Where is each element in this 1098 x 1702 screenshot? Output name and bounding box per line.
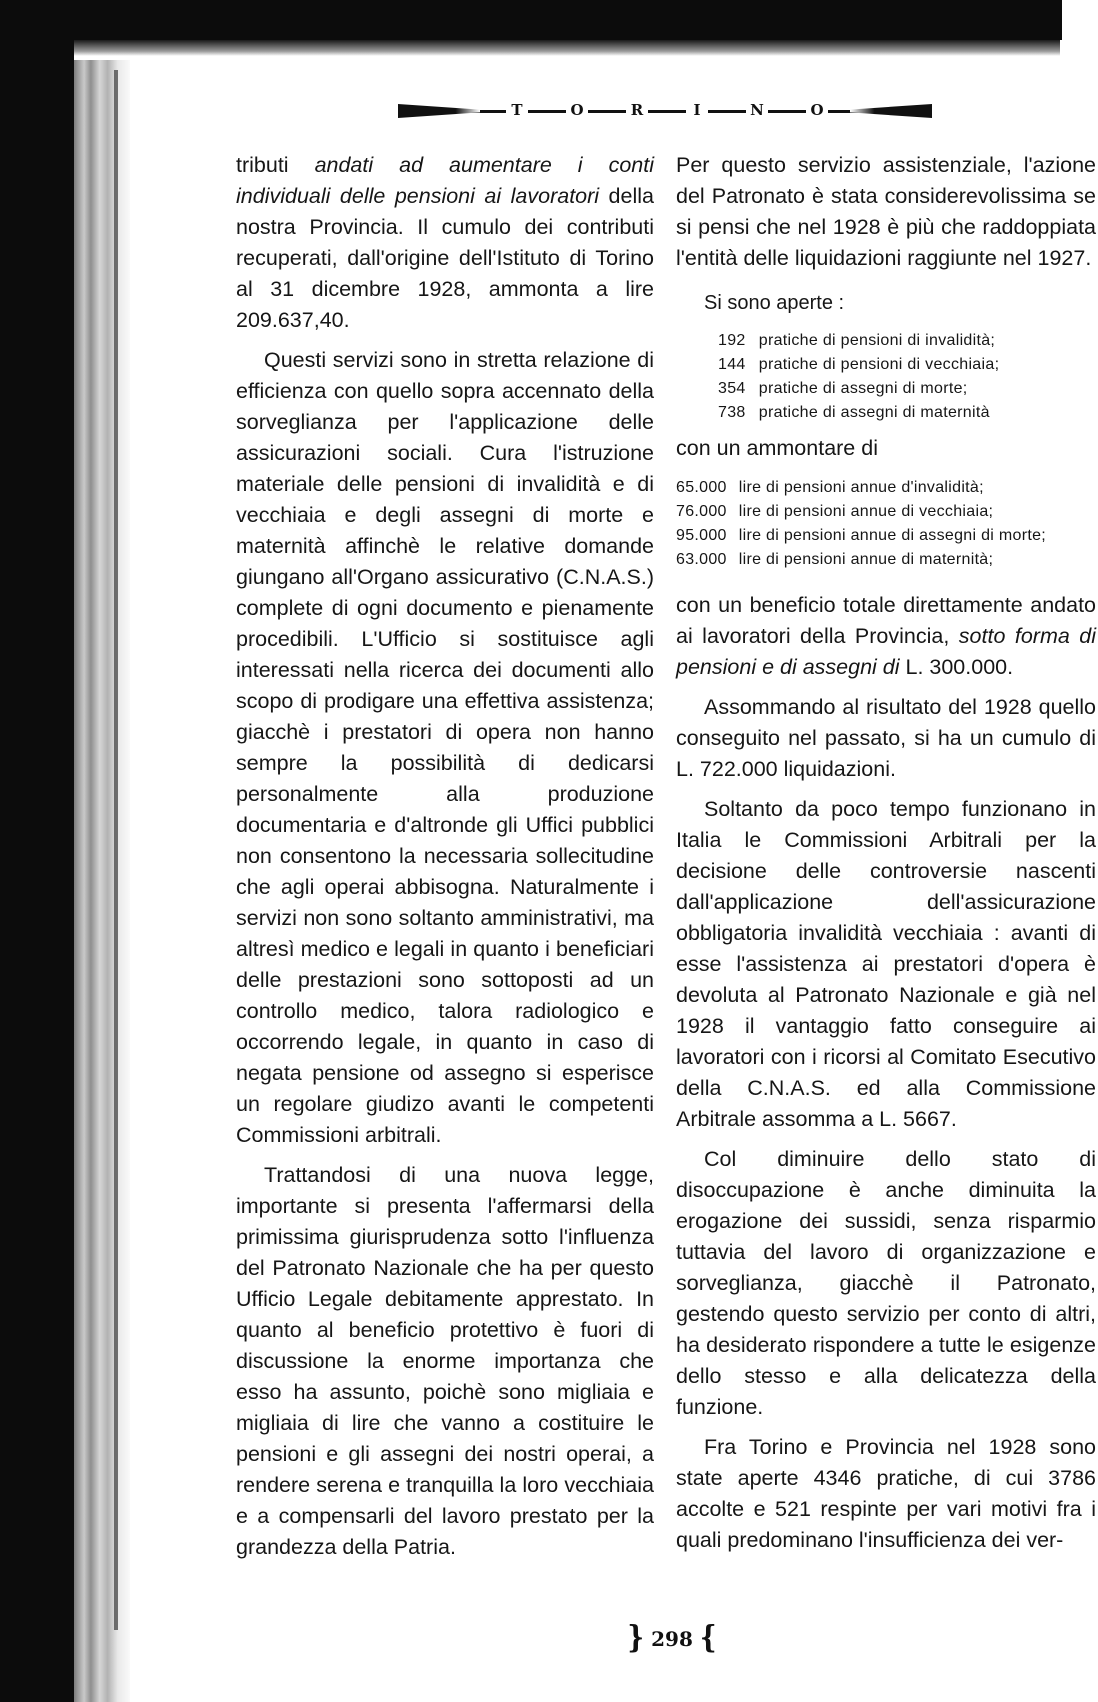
running-header — [398, 99, 932, 121]
list-item: 144 pratiche di pensioni di vecchiaia; — [718, 356, 1000, 373]
list-item: 65.000 lire di pensioni annue d'invalidità; — [676, 479, 984, 496]
scan-border-top — [0, 0, 1098, 40]
list-item: 76.000 lire di pensioni annue di vecchiaia; — [676, 503, 994, 520]
paragraph: Col diminuire dello stato di disoccupazione è anche diminuita la erogazione dei sussidi, senza risparmio tuttavia del lavoro di organizzazione e sorveglianza, giacchè il Patronato, gestendo questo servizio per conto di altri, ha desiderato rispondere a tutte le esigenze dello stesso e alla delicatezza della funzione. — [676, 1147, 1096, 1419]
paragraph: tributi andati ad aumentare i conti individuali delle pensioni ai lavoratori della nostra Provincia. Il cumulo dei contributi recuperati, dall'origine dell'Istituto di Torino al 31 dicembre 1928, ammonta a lire 209.637,40. — [236, 153, 654, 332]
paragraph: Trattandosi di una nuova legge, importante si presenta l'affermarsi della primissima giurisprudenza sotto l'influenza del Patronato Nazionale che ha per questo Ufficio Legale debitamente apprestato. In quanto al beneficio protettivo è fuori di discussione la enorme importanza che esso ha assunto, poichè sono migliaia e migliaia di lire che vanno a costituire le pensioni e gli assegni dei nostri operai, a rendere serena e tranquilla la loro vecchiaia e a compensarli del lavoro prestato per la grandezza della Patria. — [236, 1163, 654, 1559]
paragraph: Per questo servizio assistenziale, l'azione del Patronato è stata considerevolissima se si pensi che nel 1928 è più che raddoppiata l'entità delle liquidazioni raggiunte nel 1927. — [676, 153, 1096, 270]
left-column — [236, 150, 654, 1572]
scan-border-left — [0, 0, 74, 1702]
list-item: 192 pratiche di pensioni di invalidità; — [718, 332, 996, 349]
paragraph: Soltanto da poco tempo funzionano in Italia le Commissioni Arbitrali per la decisione delle controversie nascenti dall'applicazione dell'assicurazione obbligatoria invalidità vecchiaia : avanti di esse l'assistenza ai prestatori d'opera è devoluta al Patronato Nazionale e già nel 1928 il vantaggio fatto conseguire ai lavoratori con i ricorsi al Comitato Esecutivo della C.N.A.S. ed alla Commissione Arbitrale assomma a L. 5667. — [676, 797, 1096, 1131]
scan-corner — [1062, 0, 1098, 52]
paragraph: Fra Torino e Provincia nel 1928 sono state aperte 4346 pratiche, di cui 3786 accolte e 521 respinte per vari motivi fra i quali predominano l'insufficienza dei ver- — [676, 1435, 1096, 1552]
header-letter: R — [626, 99, 648, 121]
gutter-rule — [114, 70, 118, 1630]
paragraph: con un beneficio totale direttamente andato ai lavoratori della Provincia, sotto forma di pensioni e di assegni di L. 300.000. — [676, 593, 1096, 679]
folio-ornament-left-icon: } — [627, 1620, 645, 1656]
list-item: 95.000 lire di pensioni annue di assegni di morte; — [676, 527, 1047, 544]
paragraph: Questi servizi sono in stretta relazione di efficienza con quello sopra accennato della sorveglianza per l'applicazione delle assicurazioni sociali. Cura l'istruzione materiale delle pensioni di invalidità e di vecchiaia e degli assegni di morte e maternità affinchè le relative domande giungano all'Organo assicurativo (C.N.A.S.) complete di ogni documento e pienamente procedibili. L'Ufficio si sostituisce agli interessati nella ricerca dei documenti allo scopo di prodigare una effettiva assistenza; giacchè i prestatori di opera non hanno sempre la possibilità di dedicarsi personalmente alla produzione documentaria e d'altronde gli Uffici pubblici non consentono la necessaria sollecitudine che agli operai abbisogna. Naturalmente i servizi non sono soltanto amministrativi, ma altresì medico e legali in quanto i beneficiari delle prestazioni sono sottoposti ad un controllo medico, talora radiologico e occorrendo legale, in quanto in caso di negata pensione od assegno si esperisce un regolare giudizo avanti le competenti Commissioni arbitrali. — [236, 348, 654, 1147]
header-letter: N — [746, 99, 768, 121]
paragraph: Assommando al risultato del 1928 quello conseguito nel passato, si ha un cumulo di L. 722.000 liquidazioni. — [676, 695, 1096, 781]
folio-ornament-right-icon: { — [699, 1620, 717, 1656]
list-item: 354 pratiche di assegni di morte; — [718, 380, 968, 397]
page-number: } 298 { — [627, 1620, 717, 1656]
list-label: con un ammontare di — [676, 436, 878, 460]
header-letter: O — [806, 99, 828, 121]
header-letter: O — [566, 99, 588, 121]
list-item: 738 pratiche di assegni di maternità — [718, 404, 990, 421]
list-label: Si sono aperte : — [704, 292, 845, 314]
header-letter: I — [686, 99, 708, 121]
opened-cases-list — [676, 329, 1096, 425]
amounts-list — [676, 476, 1096, 572]
list-item: 63.000 lire di pensioni annue di maternità; — [676, 551, 994, 568]
right-column — [676, 150, 1096, 1565]
header-letter: T — [506, 99, 528, 121]
book-spine-gutter — [74, 60, 130, 1702]
scan-shadow — [60, 40, 1060, 56]
